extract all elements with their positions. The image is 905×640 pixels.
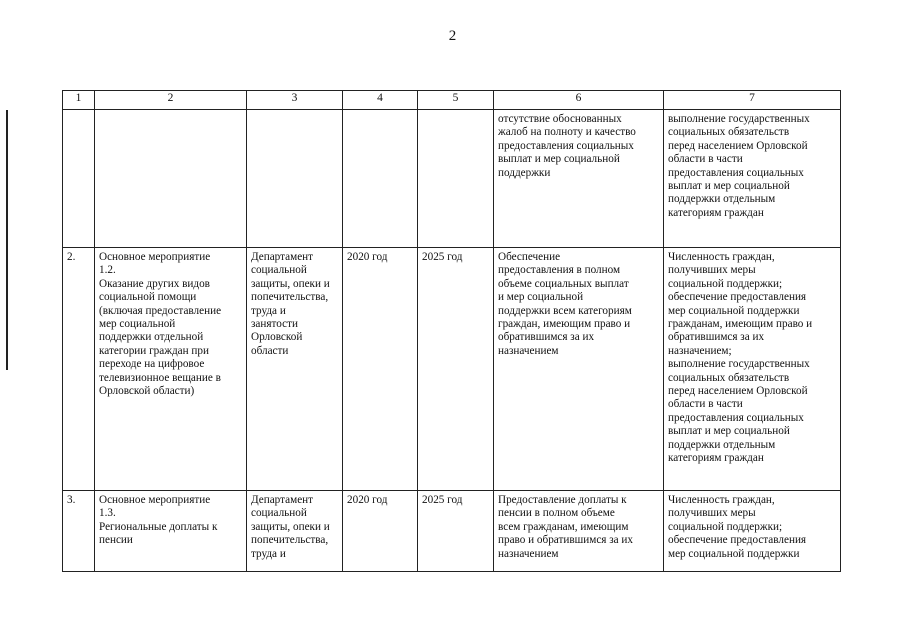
expected-result-cell: отсутствие обоснованных жалоб на полноту и качество предоставления социальных выплат и мер социальной поддержки	[494, 110, 664, 248]
program-events-table	[62, 90, 841, 572]
header-cell: 1	[63, 91, 95, 110]
executor-cell	[247, 110, 343, 248]
header-cell: 2	[95, 91, 247, 110]
page-number: 2	[448, 28, 457, 44]
indicators-cell: выполнение государственных социальных обязательств перед населением Орловской области в части предоставления социальных выплат и мер социальной поддержки отдельным категориям граждан	[664, 110, 841, 248]
event-name-cell: Основное мероприятие 1.3. Региональные доплаты к пенсии	[95, 491, 247, 572]
start-year-cell	[343, 110, 418, 248]
expected-result-cell: Обеспечение предоставления в полном объеме социальных выплат и мер социальной поддержки всем категориям граждан, имеющим право и обратившимся за их назначением	[494, 248, 664, 491]
header-cell: 6	[494, 91, 664, 110]
start-year-cell: 2020 год	[343, 491, 418, 572]
event-name-cell: Основное мероприятие 1.2. Оказание других видов социальной помощи (включая предоставление мер социальной поддержки отдельной категории граждан при переходе на цифровое телевизионное вещание в Орловской области)	[95, 248, 247, 491]
row-number-cell	[63, 110, 95, 248]
table-header-row	[63, 91, 841, 110]
header-cell: 4	[343, 91, 418, 110]
row-number-cell: 3.	[63, 491, 95, 572]
row-number-cell: 2.	[63, 248, 95, 491]
header-cell: 3	[247, 91, 343, 110]
indicators-cell: Численность граждан, получивших меры социальной поддержки; обеспечение предоставления мер социальной поддержки гражданам, имеющим право и обратившимся за их назначением; выполнение государственных социальных обязательств перед населением Орловской области в части предоставления социальных выплат и мер социальной поддержки отдельным категориям граждан	[664, 248, 841, 491]
executor-cell: Департамент социальной защиты, опеки и попечительства, труда и занятости Орловской области	[247, 248, 343, 491]
event-name-cell	[95, 110, 247, 248]
start-year-cell: 2020 год	[343, 248, 418, 491]
header-cell: 7	[664, 91, 841, 110]
scan-margin-mark	[6, 110, 8, 370]
end-year-cell: 2025 год	[418, 491, 494, 572]
table-row	[63, 110, 841, 248]
table-row	[63, 491, 841, 572]
end-year-cell: 2025 год	[418, 248, 494, 491]
executor-cell: Департамент социальной защиты, опеки и попечительства, труда и	[247, 491, 343, 572]
expected-result-cell: Предоставление доплаты к пенсии в полном объеме всем гражданам, имеющим право и обратившимся за их назначением	[494, 491, 664, 572]
header-cell: 5	[418, 91, 494, 110]
table-row	[63, 248, 841, 491]
indicators-cell: Численность граждан, получивших меры социальной поддержки; обеспечение предоставления мер социальной поддержки	[664, 491, 841, 572]
end-year-cell	[418, 110, 494, 248]
